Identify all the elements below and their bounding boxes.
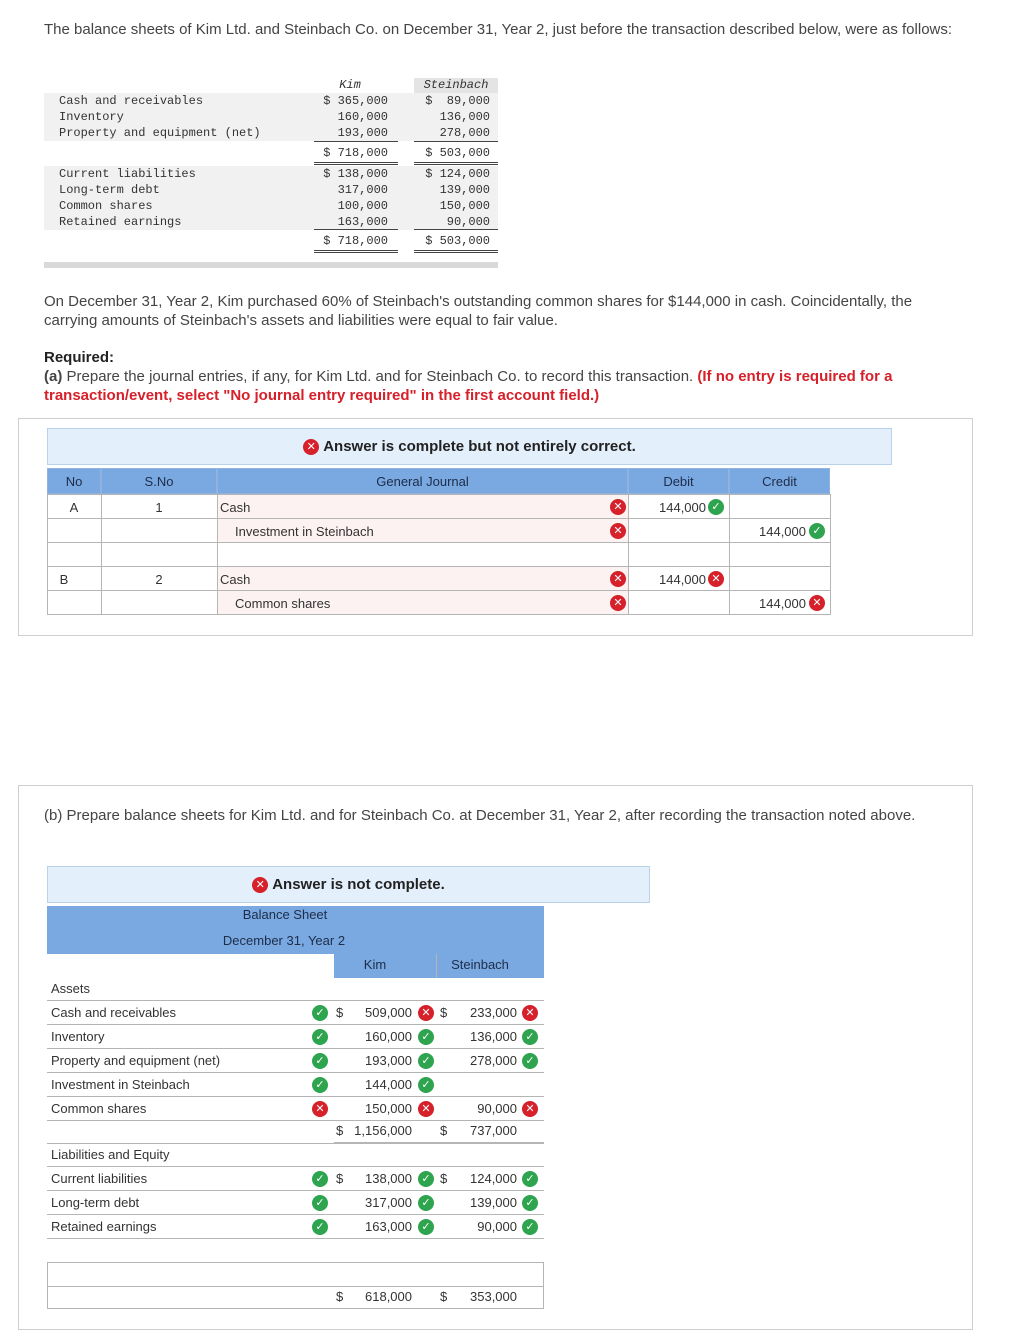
- correct-icon: ✓: [522, 1171, 538, 1187]
- steinbach-liab-total: 353,000: [470, 1289, 517, 1304]
- steinbach-total-dollar: $: [440, 1289, 448, 1304]
- steinbach-value-input[interactable]: 136,000: [470, 1029, 517, 1044]
- kim-dollar-sign: $: [336, 1171, 344, 1186]
- required-label: Required:: [44, 349, 115, 366]
- asset-label-select[interactable]: Investment in Steinbach: [51, 1077, 190, 1092]
- col-header-steinbach: Steinbach: [451, 957, 509, 972]
- orig-steinbach-value: 139,000: [439, 183, 490, 197]
- orig-steinbach-value: $ 89,000: [425, 94, 490, 108]
- incorrect-icon: ✕: [708, 571, 724, 587]
- journal-credit-input[interactable]: 144,000: [759, 595, 806, 611]
- orig-label: Cash and receivables: [59, 94, 204, 108]
- answer-banner-b: [47, 866, 650, 903]
- kim-assets-total: 1,156,000: [354, 1123, 412, 1138]
- incorrect-icon: ✕: [522, 1101, 538, 1117]
- kim-value-input[interactable]: 317,000: [365, 1195, 412, 1210]
- incorrect-icon: ✕: [312, 1101, 328, 1117]
- transaction-text: On December 31, Year 2, Kim purchased 60% of Steinbach's outstanding common shares for $144,000 in cash. Coincidentally, the carrying amounts of Steinbach's assets and liabilities were equal to fair value.: [44, 293, 913, 329]
- kim-value-input[interactable]: 160,000: [365, 1029, 412, 1044]
- journal-row-no: B: [59, 571, 69, 587]
- kim-value-input[interactable]: 163,000: [365, 1219, 412, 1234]
- orig-label: Long-term debt: [59, 183, 160, 197]
- balance-sheet-title: Balance Sheet: [242, 907, 328, 922]
- steinbach-value-input[interactable]: 90,000: [477, 1219, 517, 1234]
- correct-icon: ✓: [522, 1053, 538, 1069]
- orig-steinbach-liab-total: $ 503,000: [425, 234, 490, 248]
- steinbach-value-input[interactable]: 278,000: [470, 1053, 517, 1068]
- orig-col-kim: Kim: [339, 78, 361, 92]
- orig-steinbach-value: 90,000: [446, 215, 490, 229]
- correct-icon: ✓: [312, 1219, 328, 1235]
- orig-steinbach-value: 150,000: [439, 199, 490, 213]
- kim-value-input[interactable]: 150,000: [365, 1101, 412, 1116]
- col-header-no: No: [47, 468, 101, 494]
- kim-total-dollar: $: [336, 1289, 344, 1304]
- correct-icon: ✓: [522, 1219, 538, 1235]
- correct-icon: ✓: [312, 1195, 328, 1211]
- correct-icon: ✓: [418, 1053, 434, 1069]
- incorrect-icon: ✕: [610, 595, 626, 611]
- part-b-instructions: (b) Prepare balance sheets for Kim Ltd. and for Steinbach Co. at December 31, Year 2, after recording the transaction noted above.: [44, 807, 916, 824]
- answer-banner-a-text: Answer is complete but not entirely correct.: [323, 438, 636, 455]
- steinbach-value-input[interactable]: 124,000: [470, 1171, 517, 1186]
- journal-debit-input[interactable]: 144,000: [659, 571, 706, 587]
- liability-label-select[interactable]: Long-term debt: [51, 1195, 140, 1210]
- col-header-kim: Kim: [363, 957, 387, 972]
- orig-kim-liab-total: $ 718,000: [323, 234, 388, 248]
- orig-kim-value: $ 365,000: [323, 94, 388, 108]
- orig-label: Property and equipment (net): [59, 126, 261, 140]
- balance-sheet-date: December 31, Year 2: [222, 933, 346, 948]
- part-a-instructions: [44, 367, 944, 405]
- orig-kim-value: 163,000: [337, 215, 388, 229]
- steinbach-value-input[interactable]: 233,000: [470, 1005, 517, 1020]
- correct-icon: ✓: [312, 1053, 328, 1069]
- answer-banner-b-text: Answer is not complete.: [272, 876, 445, 893]
- incorrect-icon: ✕: [610, 571, 626, 587]
- answer-banner-a: [47, 428, 892, 465]
- correct-icon: ✓: [809, 523, 825, 539]
- correct-icon: ✓: [522, 1029, 538, 1045]
- journal-account-select[interactable]: Cash: [220, 499, 251, 515]
- liability-label-select[interactable]: Retained earnings: [51, 1219, 157, 1234]
- kim-total-dollar: $: [336, 1123, 344, 1138]
- kim-value-input[interactable]: 509,000: [365, 1005, 412, 1020]
- orig-kim-asset-total: $ 718,000: [323, 146, 388, 160]
- incorrect-icon: ✕: [610, 499, 626, 515]
- correct-icon: ✓: [418, 1077, 434, 1093]
- correct-icon: ✓: [418, 1195, 434, 1211]
- incorrect-icon: ✕: [610, 523, 626, 539]
- orig-kim-value: $ 138,000: [323, 167, 388, 181]
- correct-icon: ✓: [312, 1029, 328, 1045]
- orig-kim-value: 100,000: [337, 199, 388, 213]
- orig-kim-value: 317,000: [337, 183, 388, 197]
- steinbach-dollar-sign: $: [440, 1171, 448, 1186]
- correct-icon: ✓: [312, 1077, 328, 1093]
- asset-label-select[interactable]: Property and equipment (net): [51, 1053, 221, 1068]
- intro-text: The balance sheets of Kim Ltd. and Steinbach Co. on December 31, Year 2, just before the transaction described below, were as follows:: [44, 21, 953, 38]
- bs-footer-bar: [44, 262, 498, 268]
- steinbach-total-dollar: $: [440, 1123, 448, 1138]
- kim-value-input[interactable]: 193,000: [365, 1053, 412, 1068]
- liability-label-select[interactable]: Current liabilities: [51, 1171, 148, 1186]
- orig-label: Common shares: [59, 199, 153, 213]
- correct-icon: ✓: [418, 1171, 434, 1187]
- steinbach-assets-total: 737,000: [470, 1123, 517, 1138]
- orig-steinbach-value: 278,000: [439, 126, 490, 140]
- col-header-credit: Credit: [729, 468, 830, 494]
- journal-account-select[interactable]: Investment in Steinbach: [235, 523, 374, 539]
- journal-credit-input[interactable]: 144,000: [759, 523, 806, 539]
- journal-row-sno: 1: [155, 499, 163, 515]
- orig-label: Current liabilities: [59, 167, 196, 181]
- liabilities-heading: Liabilities and Equity: [51, 1147, 170, 1162]
- orig-steinbach-value: $ 124,000: [425, 167, 490, 181]
- incorrect-icon: ✕: [418, 1005, 434, 1021]
- steinbach-value-input[interactable]: 139,000: [470, 1195, 517, 1210]
- steinbach-value-input[interactable]: 90,000: [477, 1101, 517, 1116]
- journal-row-no: A: [69, 499, 79, 515]
- asset-label-select[interactable]: Cash and receivables: [51, 1005, 177, 1020]
- assets-heading: Assets: [51, 981, 91, 996]
- asset-label-select[interactable]: Common shares: [51, 1101, 147, 1116]
- correct-icon: ✓: [708, 499, 724, 515]
- error-icon: ✕: [303, 439, 319, 455]
- correct-icon: ✓: [418, 1219, 434, 1235]
- orig-kim-value: 193,000: [337, 126, 388, 140]
- steinbach-dollar-sign: $: [440, 1005, 448, 1020]
- col-header-sno: S.No: [101, 468, 217, 494]
- orig-label: Retained earnings: [59, 215, 182, 229]
- incorrect-icon: ✕: [809, 595, 825, 611]
- correct-icon: ✓: [522, 1195, 538, 1211]
- orig-label: Inventory: [59, 110, 124, 124]
- orig-col-steinbach: Steinbach: [423, 78, 489, 92]
- kim-value-input[interactable]: 144,000: [365, 1077, 412, 1092]
- journal-account-select[interactable]: Cash: [220, 571, 251, 587]
- kim-value-input[interactable]: 138,000: [365, 1171, 412, 1186]
- asset-label-select[interactable]: Inventory: [51, 1029, 105, 1044]
- error-icon: ✕: [252, 877, 268, 893]
- part-a-text: Prepare the journal entries, if any, for Kim Ltd. and for Steinbach Co. to record this transaction.: [62, 368, 698, 385]
- part-a-prefix: (a): [44, 368, 63, 385]
- correct-icon: ✓: [312, 1171, 328, 1187]
- incorrect-icon: ✕: [418, 1101, 434, 1117]
- part-a-red-note: (If no entry is required for a transaction/event, select "No journal entry required" in the first account field.): [44, 368, 893, 404]
- col-header-general-journal: General Journal: [217, 468, 628, 494]
- correct-icon: ✓: [418, 1029, 434, 1045]
- correct-icon: ✓: [312, 1005, 328, 1021]
- orig-steinbach-asset-total: $ 503,000: [425, 146, 490, 160]
- kim-dollar-sign: $: [336, 1005, 344, 1020]
- incorrect-icon: ✕: [522, 1005, 538, 1021]
- journal-account-select[interactable]: Common shares: [235, 595, 331, 611]
- journal-row-sno: 2: [155, 571, 163, 587]
- kim-liab-total: 618,000: [365, 1289, 412, 1304]
- orig-steinbach-value: 136,000: [439, 110, 490, 124]
- col-header-debit: Debit: [628, 468, 729, 494]
- orig-kim-value: 160,000: [337, 110, 388, 124]
- journal-debit-input[interactable]: 144,000: [659, 499, 706, 515]
